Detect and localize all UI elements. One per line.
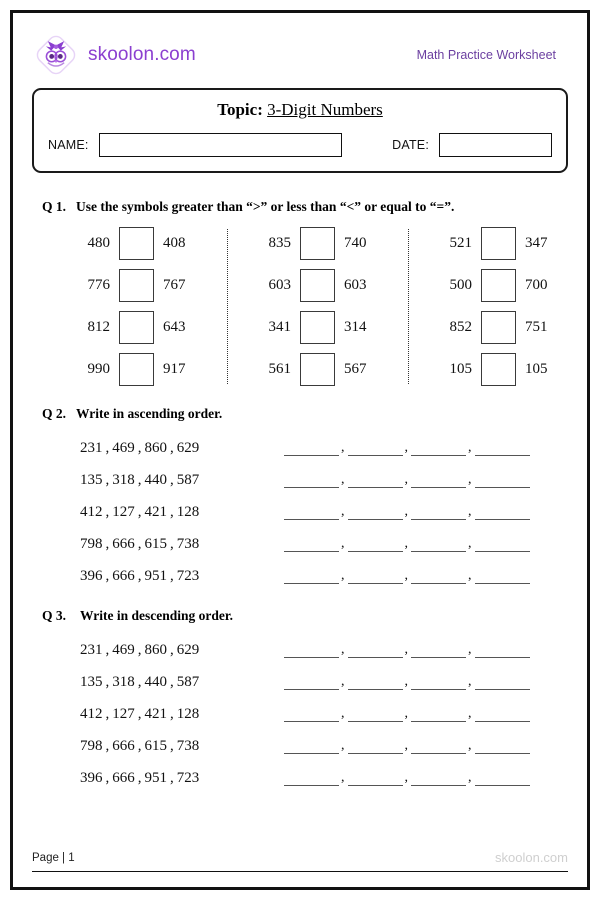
answer-blank[interactable] <box>411 679 466 690</box>
question-2-heading <box>42 406 568 422</box>
footer-site: skoolon.com <box>495 850 568 865</box>
order-prompt-numbers <box>80 770 252 787</box>
compare-left-number: 561 <box>268 361 291 377</box>
answer-blank[interactable] <box>411 541 466 552</box>
number-separator: , <box>341 440 345 455</box>
answer-slots <box>284 770 530 786</box>
number-separator: , <box>137 535 142 552</box>
descending-order-row <box>32 698 568 730</box>
number-separator: , <box>137 737 142 754</box>
comparison-symbol-box[interactable] <box>119 311 154 344</box>
order-number: 615 <box>144 535 167 552</box>
compare-row <box>261 353 374 386</box>
order-number: 798 <box>80 535 103 552</box>
number-separator: , <box>105 769 110 786</box>
number-separator: , <box>137 641 142 658</box>
compare-row <box>442 269 555 302</box>
compare-row <box>80 227 193 260</box>
number-separator: , <box>105 439 110 456</box>
answer-blank[interactable] <box>475 541 530 552</box>
order-number: 951 <box>144 769 167 786</box>
answer-blank[interactable] <box>348 477 403 488</box>
order-number: 666 <box>112 535 135 552</box>
answer-blank[interactable] <box>475 477 530 488</box>
order-number: 127 <box>112 705 135 722</box>
owl-logo-icon <box>32 31 80 79</box>
order-prompt-numbers <box>80 568 252 585</box>
number-separator: , <box>137 769 142 786</box>
answer-blank[interactable] <box>475 509 530 520</box>
order-number: 396 <box>80 769 103 786</box>
name-input[interactable] <box>99 133 342 157</box>
question-3-number: Q 3. <box>42 608 67 623</box>
number-separator: , <box>404 770 408 785</box>
number-separator: , <box>341 706 345 721</box>
ascending-order-row <box>32 464 568 496</box>
number-separator: , <box>404 536 408 551</box>
answer-blank[interactable] <box>348 573 403 584</box>
compare-row <box>442 227 555 260</box>
compare-left-number: 990 <box>87 361 110 377</box>
answer-blank[interactable] <box>284 573 339 584</box>
question-1-heading <box>42 199 568 215</box>
order-number: 587 <box>176 673 200 690</box>
compare-row <box>442 311 555 344</box>
compare-right-number: 643 <box>163 319 186 335</box>
number-separator: , <box>468 536 472 551</box>
compare-row <box>261 311 374 344</box>
order-prompt-numbers <box>80 706 252 723</box>
compare-left-number: 500 <box>449 277 472 293</box>
answer-blank[interactable] <box>284 711 339 722</box>
order-number: 860 <box>144 641 167 658</box>
answer-slots <box>284 674 530 690</box>
order-number: 860 <box>144 439 167 456</box>
order-number: 798 <box>80 737 103 754</box>
brand-name: skoolon.com <box>88 44 196 65</box>
number-separator: , <box>170 673 174 690</box>
number-separator: , <box>170 641 174 658</box>
answer-slots <box>284 738 530 754</box>
answer-blank[interactable] <box>475 573 530 584</box>
comparison-symbol-box[interactable] <box>300 227 335 260</box>
number-separator: , <box>170 439 174 456</box>
order-number: 587 <box>176 471 200 488</box>
order-number: 440 <box>144 673 167 690</box>
order-number: 738 <box>176 737 200 754</box>
compare-right-number: 567 <box>344 361 367 377</box>
order-number: 629 <box>176 641 200 658</box>
comparison-symbol-box[interactable] <box>481 353 516 386</box>
answer-blank[interactable] <box>284 679 339 690</box>
descending-order-row <box>32 666 568 698</box>
order-number: 318 <box>112 471 135 488</box>
topic-box <box>32 88 568 173</box>
number-separator: , <box>105 471 110 488</box>
order-prompt-numbers <box>80 504 252 521</box>
compare-right-number: 603 <box>344 277 367 293</box>
comparison-symbol-box[interactable] <box>119 269 154 302</box>
compare-left-number: 812 <box>87 319 110 335</box>
descending-order-row <box>32 634 568 666</box>
answer-blank[interactable] <box>284 775 339 786</box>
order-number: 440 <box>144 471 167 488</box>
number-separator: , <box>404 504 408 519</box>
order-number: 128 <box>176 503 200 520</box>
number-separator: , <box>105 705 110 722</box>
number-separator: , <box>341 738 345 753</box>
number-separator: , <box>341 674 345 689</box>
question-1-number: Q 1. <box>42 199 67 214</box>
number-separator: , <box>404 738 408 753</box>
number-separator: , <box>105 535 110 552</box>
compare-grid <box>32 227 568 386</box>
answer-slots <box>284 472 530 488</box>
order-number: 135 <box>80 673 103 690</box>
comparison-symbol-box[interactable] <box>481 227 516 260</box>
comparison-symbol-box[interactable] <box>300 353 335 386</box>
number-separator: , <box>468 738 472 753</box>
question-2-text: Write in ascending order. <box>76 406 223 421</box>
number-separator: , <box>404 706 408 721</box>
worksheet-kind-label: Math Practice Worksheet <box>416 48 556 62</box>
comparison-symbol-box[interactable] <box>119 353 154 386</box>
number-separator: , <box>468 504 472 519</box>
answer-blank[interactable] <box>348 711 403 722</box>
compare-left-number: 521 <box>449 235 472 251</box>
compare-left-number: 480 <box>87 235 110 251</box>
number-separator: , <box>404 472 408 487</box>
footer-row <box>32 850 568 871</box>
answer-blank[interactable] <box>348 445 403 456</box>
descending-order-block <box>32 634 568 794</box>
order-number: 615 <box>144 737 167 754</box>
number-separator: , <box>341 504 345 519</box>
answer-blank[interactable] <box>411 573 466 584</box>
number-separator: , <box>341 642 345 657</box>
compare-left-number: 835 <box>268 235 291 251</box>
answer-slots <box>284 642 530 658</box>
number-separator: , <box>468 770 472 785</box>
number-separator: , <box>468 568 472 583</box>
answer-blank[interactable] <box>475 647 530 658</box>
number-separator: , <box>170 503 174 520</box>
compare-right-number: 751 <box>525 319 548 335</box>
number-separator: , <box>170 705 174 722</box>
answer-slots <box>284 568 530 584</box>
compare-row <box>261 269 374 302</box>
answer-blank[interactable] <box>284 647 339 658</box>
descending-order-row <box>32 762 568 794</box>
order-number: 469 <box>112 439 135 456</box>
number-separator: , <box>105 673 110 690</box>
order-number: 738 <box>176 535 200 552</box>
order-number: 421 <box>144 705 167 722</box>
order-prompt-numbers <box>80 738 252 755</box>
order-number: 666 <box>112 737 135 754</box>
order-number: 231 <box>80 439 103 456</box>
compare-left-number: 852 <box>449 319 472 335</box>
number-separator: , <box>170 471 174 488</box>
page-number: Page | 1 <box>32 851 75 864</box>
number-separator: , <box>137 503 142 520</box>
order-number: 127 <box>112 503 135 520</box>
compare-right-number: 314 <box>344 319 367 335</box>
compare-column <box>408 227 555 386</box>
answer-blank[interactable] <box>284 445 339 456</box>
answer-blank[interactable] <box>411 775 466 786</box>
answer-blank[interactable] <box>475 711 530 722</box>
topic-value: 3-Digit Numbers <box>267 100 383 119</box>
number-separator: , <box>404 568 408 583</box>
number-separator: , <box>468 674 472 689</box>
footer <box>32 850 568 872</box>
number-separator: , <box>137 471 142 488</box>
number-separator: , <box>468 472 472 487</box>
ascending-order-row <box>32 496 568 528</box>
order-number: 135 <box>80 471 103 488</box>
compare-left-number: 105 <box>449 361 472 377</box>
question-3-text: Write in descending order. <box>80 608 234 623</box>
compare-right-number: 105 <box>525 361 548 377</box>
number-separator: , <box>137 439 142 456</box>
order-number: 412 <box>80 705 103 722</box>
answer-blank[interactable] <box>348 541 403 552</box>
compare-right-number: 917 <box>163 361 186 377</box>
comparison-symbol-box[interactable] <box>119 227 154 260</box>
order-number: 723 <box>176 567 200 584</box>
answer-slots <box>284 440 530 456</box>
answer-slots <box>284 706 530 722</box>
number-separator: , <box>404 674 408 689</box>
order-number: 396 <box>80 567 103 584</box>
number-separator: , <box>137 673 142 690</box>
number-separator: , <box>170 535 174 552</box>
answer-blank[interactable] <box>284 541 339 552</box>
topic-label: Topic: <box>217 100 263 119</box>
date-input[interactable] <box>439 133 552 157</box>
compare-right-number: 347 <box>525 235 548 251</box>
order-number: 629 <box>176 439 200 456</box>
number-separator: , <box>105 737 110 754</box>
ascending-order-row <box>32 432 568 464</box>
compare-right-number: 408 <box>163 235 186 251</box>
answer-slots <box>284 504 530 520</box>
order-number: 231 <box>80 641 103 658</box>
compare-column <box>227 227 374 386</box>
answer-blank[interactable] <box>348 509 403 520</box>
ascending-order-row <box>32 528 568 560</box>
number-separator: , <box>341 568 345 583</box>
number-separator: , <box>137 705 142 722</box>
answer-blank[interactable] <box>411 711 466 722</box>
order-prompt-numbers <box>80 440 252 457</box>
number-separator: , <box>105 503 110 520</box>
comparison-symbol-box[interactable] <box>481 269 516 302</box>
compare-column <box>80 227 193 386</box>
order-number: 723 <box>176 769 200 786</box>
number-separator: , <box>468 642 472 657</box>
question-3-heading <box>42 608 568 624</box>
compare-left-number: 603 <box>268 277 291 293</box>
question-2-number: Q 2. <box>42 406 67 421</box>
ascending-order-row <box>32 560 568 592</box>
number-separator: , <box>404 440 408 455</box>
answer-blank[interactable] <box>348 679 403 690</box>
order-number: 666 <box>112 567 135 584</box>
answer-blank[interactable] <box>475 743 530 754</box>
answer-blank[interactable] <box>411 477 466 488</box>
order-number: 469 <box>112 641 135 658</box>
order-prompt-numbers <box>80 642 252 659</box>
order-number: 412 <box>80 503 103 520</box>
topic-line <box>48 100 552 120</box>
compare-row <box>442 353 555 386</box>
comparison-symbol-box[interactable] <box>300 311 335 344</box>
compare-right-number: 700 <box>525 277 548 293</box>
ascending-order-block <box>32 432 568 592</box>
order-prompt-numbers <box>80 674 252 691</box>
compare-right-number: 767 <box>163 277 186 293</box>
compare-row <box>80 311 193 344</box>
answer-blank[interactable] <box>411 647 466 658</box>
number-separator: , <box>341 770 345 785</box>
number-separator: , <box>170 567 174 584</box>
order-number: 421 <box>144 503 167 520</box>
footer-rule <box>32 871 568 872</box>
answer-blank[interactable] <box>348 775 403 786</box>
answer-blank[interactable] <box>284 509 339 520</box>
order-prompt-numbers <box>80 536 252 553</box>
answer-blank[interactable] <box>411 445 466 456</box>
compare-left-number: 776 <box>87 277 110 293</box>
number-separator: , <box>137 567 142 584</box>
number-separator: , <box>170 737 174 754</box>
number-separator: , <box>468 440 472 455</box>
name-label: NAME: <box>48 138 89 152</box>
number-separator: , <box>468 706 472 721</box>
number-separator: , <box>105 567 110 584</box>
identity-row <box>48 133 552 157</box>
order-number: 128 <box>176 705 200 722</box>
number-separator: , <box>341 536 345 551</box>
compare-row <box>80 353 193 386</box>
order-prompt-numbers <box>80 472 252 489</box>
question-1-text: Use the symbols greater than “>” or less than “<” or equal to “=”. <box>76 199 455 214</box>
number-separator: , <box>170 769 174 786</box>
answer-blank[interactable] <box>284 743 339 754</box>
compare-row <box>261 227 374 260</box>
answer-blank[interactable] <box>475 679 530 690</box>
compare-left-number: 341 <box>268 319 291 335</box>
comparison-symbol-box[interactable] <box>300 269 335 302</box>
answer-blank[interactable] <box>284 477 339 488</box>
order-number: 951 <box>144 567 167 584</box>
compare-row <box>80 269 193 302</box>
answer-blank[interactable] <box>411 743 466 754</box>
header-bar <box>32 24 568 86</box>
answer-slots <box>284 536 530 552</box>
answer-blank[interactable] <box>348 647 403 658</box>
date-label: DATE: <box>392 138 429 152</box>
number-separator: , <box>404 642 408 657</box>
comparison-symbol-box[interactable] <box>481 311 516 344</box>
number-separator: , <box>105 641 110 658</box>
answer-blank[interactable] <box>411 509 466 520</box>
answer-blank[interactable] <box>475 445 530 456</box>
order-number: 666 <box>112 769 135 786</box>
brand[interactable] <box>32 31 196 79</box>
answer-blank[interactable] <box>475 775 530 786</box>
order-number: 318 <box>112 673 135 690</box>
descending-order-row <box>32 730 568 762</box>
number-separator: , <box>341 472 345 487</box>
answer-blank[interactable] <box>348 743 403 754</box>
compare-right-number: 740 <box>344 235 367 251</box>
